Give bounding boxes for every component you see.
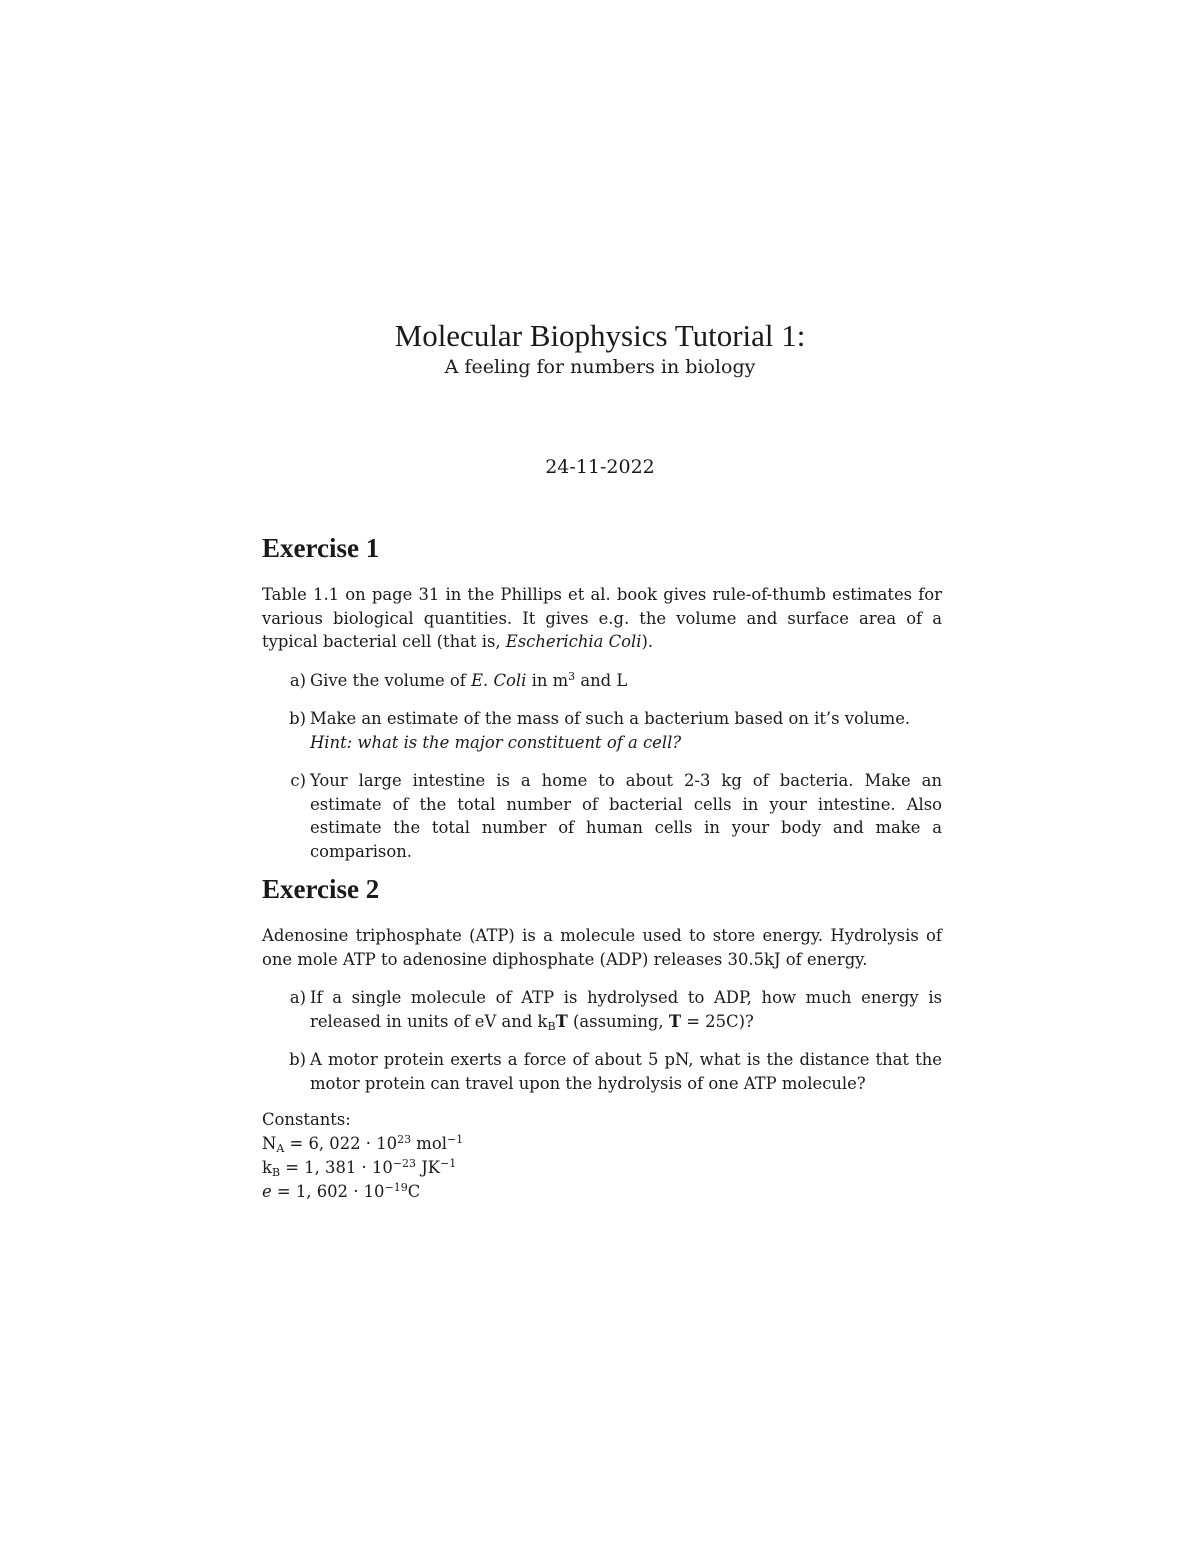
constant-avogadro — [262, 1132, 942, 1156]
constants-block — [262, 1108, 942, 1204]
document-date: 24-11-2022 — [545, 456, 655, 478]
item-text: in m — [526, 670, 569, 690]
constant-subscript: A — [276, 1142, 285, 1155]
item-label: b) — [289, 1050, 306, 1069]
item-text: and L — [575, 670, 628, 690]
exercise-1-intro-text: Table 1.1 on page 31 in the Phillips et al. book gives rule-of-thumb estimates for various biological quantities. It gives e.g. the volume and surface area of a typical bacterial cell (that is, — [262, 585, 942, 651]
item-text: Give the volume of — [310, 670, 472, 690]
constant-unit: mol — [411, 1134, 447, 1153]
constant-value: = 1, 381 · 10 — [280, 1158, 393, 1177]
constant-unit-exponent: −1 — [446, 1133, 464, 1146]
item-text: = 25C)? — [681, 1011, 754, 1031]
item-text: A motor protein exerts a force of about 5 pN, what is the distance that the motor protein can travel upon the hydrolysis of one ATP molecule? — [310, 1050, 942, 1093]
constant-value: = 6, 022 · 10 — [284, 1134, 398, 1153]
item-text: If a single molecule of ATP is hydrolysed to ADP, how much energy is released in units of eV and k — [310, 988, 942, 1031]
constant-symbol: k — [262, 1158, 272, 1177]
constant-value: = 1, 602 · 10 — [271, 1182, 385, 1201]
document-subtitle: A feeling for numbers in biology — [444, 356, 756, 378]
constant-subscript: B — [271, 1166, 281, 1179]
constant-unit: C — [407, 1182, 421, 1201]
exercise-1-item-b — [262, 707, 942, 754]
constant-exponent: −23 — [392, 1157, 417, 1170]
constants-heading: Constants: — [262, 1110, 351, 1129]
item-label: a) — [289, 670, 306, 690]
item-label: a) — [289, 988, 306, 1007]
constant-unit: JK — [416, 1158, 441, 1177]
exercise-2-heading: Exercise 2 — [262, 874, 380, 904]
item-label: b) — [289, 709, 306, 728]
constant-exponent: −19 — [384, 1181, 408, 1194]
item-superscript: 3 — [568, 669, 576, 683]
item-species: E. Coli — [471, 670, 527, 690]
item-text: Your large intestine is a home to about 2-3 kg of bacteria. Make an estimate of the total number of bacterial cells in your intestine. Also estimate the total number of human cells in your body and make a comparison. — [310, 771, 942, 861]
constant-elementary-charge — [262, 1180, 942, 1204]
item-subscript: B — [547, 1019, 556, 1033]
constant-symbol: e — [262, 1182, 272, 1201]
constant-exponent: 23 — [397, 1133, 412, 1146]
exercise-1-intro-end: ). — [641, 632, 654, 651]
exercise-1-item-a — [262, 669, 942, 693]
exercise-2-intro: Adenosine triphosphate (ATP) is a molecule used to store energy. Hydrolysis of one mole ATP to adenosine diphosphate (ADP) releases 30.5kJ of energy. — [262, 926, 942, 969]
constant-unit-exponent: −1 — [440, 1157, 457, 1170]
item-text: Make an estimate of the mass of such a bacterium based on it’s volume. — [310, 709, 911, 728]
constant-boltzmann — [262, 1156, 942, 1180]
item-bold-symbol: T — [555, 1011, 568, 1031]
exercise-1-heading: Exercise 1 — [262, 533, 380, 563]
item-text: (assuming, — [567, 1011, 669, 1031]
exercise-2-item-b — [262, 1048, 942, 1095]
exercise-1-intro — [262, 583, 942, 654]
item-label: c) — [290, 771, 306, 790]
exercise-2-item-a — [262, 986, 942, 1033]
item-hint: Hint: what is the major constituent of a cell? — [310, 732, 682, 752]
exercise-1-intro-species: Escherichia Coli — [505, 632, 642, 651]
exercise-2-section — [262, 872, 942, 1204]
constant-symbol: N — [262, 1134, 277, 1153]
exercise-1-section — [262, 531, 942, 863]
exercise-1-list — [262, 669, 942, 864]
exercise-2-list — [262, 986, 942, 1095]
document-title: Molecular Biophysics Tutorial 1: — [394, 318, 806, 353]
item-bold-symbol: T — [668, 1011, 682, 1031]
exercise-1-item-c — [262, 769, 942, 863]
